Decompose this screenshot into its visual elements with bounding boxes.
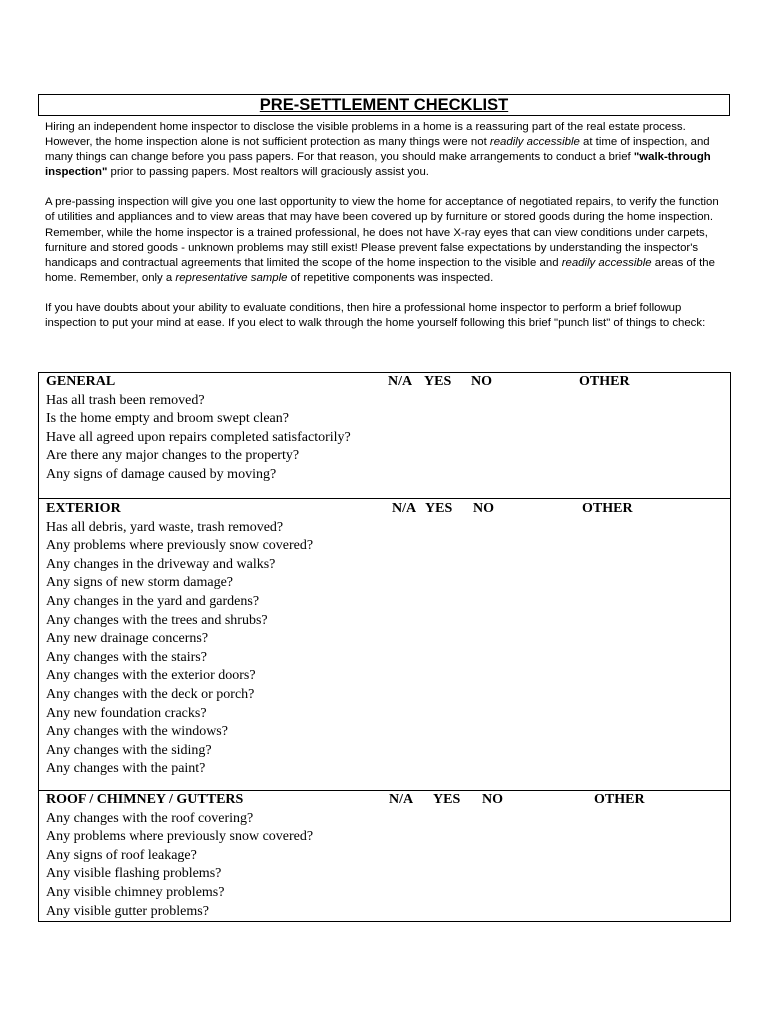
intro-paragraph-2 xyxy=(45,195,725,286)
checklist-item: Any changes with the exterior doors? xyxy=(46,668,256,684)
checklist-item: Has all trash been removed? xyxy=(46,392,205,408)
column-na: N/A xyxy=(389,792,414,807)
checklist-item: Any signs of roof leakage? xyxy=(46,847,197,863)
section-heading: EXTERIOR xyxy=(46,501,121,516)
checklist-item: Any problems where previously snow covered? xyxy=(46,829,314,845)
checklist-item: Any new drainage concerns? xyxy=(46,631,209,647)
section-general-header xyxy=(39,373,730,392)
column-na: N/A xyxy=(392,501,417,516)
intro-p1-bold: "walk-through inspection" xyxy=(45,151,711,179)
checklist-item: Any signs of damage caused by moving? xyxy=(46,466,277,482)
checklist-item: Any changes in the yard and gardens? xyxy=(46,593,260,609)
column-other: OTHER xyxy=(579,374,630,389)
section-roof-header xyxy=(39,791,730,810)
column-no: NO xyxy=(471,374,492,389)
page-title: PRE-SETTLEMENT CHECKLIST xyxy=(38,94,730,116)
intro-paragraph-3: If you have doubts about your ability to evaluate conditions, then hire a professional home inspector to perform a brief followup inspection to put your mind at ease. If you elect to walk through the home yourself following this brief "punch list" of things to check: xyxy=(45,301,706,330)
section-heading: ROOF / CHIMNEY / GUTTERS xyxy=(46,792,244,807)
intro-paragraph-1 xyxy=(45,120,725,180)
column-yes: YES xyxy=(433,792,461,807)
checklist-item: Any changes with the paint? xyxy=(46,761,206,777)
checklist-item: Have all agreed upon repairs completed satisfactorily? xyxy=(46,429,351,445)
column-yes: YES xyxy=(425,501,453,516)
intro-p2-part-e: of repetitive components was inspected. xyxy=(287,271,494,284)
column-yes: YES xyxy=(424,374,452,389)
column-other: OTHER xyxy=(582,501,633,516)
column-na: N/A xyxy=(388,374,413,389)
intro-p2-part-c: areas of the home. Remember, only a xyxy=(45,256,715,284)
intro-p2-part-a: A pre-passing inspection will give you one last opportunity to view the home for acceptance of negotiated repairs, to verify the function of utilities and appliances and to view areas that may have been covered up by furniture or stored goods during the home inspection. Remember, while the home inspector is a trained professional, he does not have X-ray eyes that can view conditions under carpets, furniture and stored goods - unknown problems may still exist! Please prevent false expectations by understanding the inspector's handicaps and contractual agreements that limited the scope of the home inspection to the visible and xyxy=(45,196,719,269)
checklist-table xyxy=(38,372,731,922)
checklist-item: Any changes in the driveway and walks? xyxy=(46,556,276,572)
intro-p1-part-c: at time of inspection, and many things can change before you pass papers. For that reason, you should make arrangements to conduct a brief xyxy=(45,136,710,164)
checklist-item: Any changes with the trees and shrubs? xyxy=(46,612,268,628)
checklist-item: Any visible gutter problems? xyxy=(46,903,209,919)
checklist-item: Are there any major changes to the property? xyxy=(46,448,300,464)
checklist-item: Any changes with the windows? xyxy=(46,724,228,740)
intro-p1-part-e: prior to passing papers. Most realtors will graciously assist you. xyxy=(107,166,429,179)
section-general xyxy=(39,373,730,485)
section-exterior-header xyxy=(39,500,730,519)
intro-p1-emphasis: readily accessible xyxy=(489,136,580,149)
section-exterior xyxy=(39,500,730,779)
checklist-item: Any changes with the stairs? xyxy=(46,649,207,665)
checklist-item: Any changes with the deck or porch? xyxy=(46,686,255,702)
checklist-item: Any changes with the roof covering? xyxy=(46,810,254,826)
checklist-item: Is the home empty and broom swept clean? xyxy=(46,411,289,427)
column-no: NO xyxy=(473,501,494,516)
intro-p2-emphasis-2: representative sample xyxy=(175,271,288,284)
checklist-item: Has all debris, yard waste, trash removed? xyxy=(46,519,284,535)
section-roof xyxy=(39,791,730,921)
column-other: OTHER xyxy=(594,792,645,807)
checklist-item: Any visible flashing problems? xyxy=(46,866,222,882)
checklist-item: Any changes with the siding? xyxy=(46,742,212,758)
checklist-item: Any problems where previously snow covered? xyxy=(46,538,314,554)
intro-p2-emphasis-1: readily accessible xyxy=(561,256,652,269)
section-divider xyxy=(39,498,730,499)
section-heading: GENERAL xyxy=(46,374,116,389)
intro-p1-part-a: Hiring an independent home inspector to disclose the visible problems in a home is a reassuring part of the real estate process. However, the home inspection alone is not sufficient protection as many things were not xyxy=(45,121,686,149)
checklist-item: Any signs of new storm damage? xyxy=(46,575,234,591)
column-no: NO xyxy=(482,792,503,807)
checklist-item: Any new foundation cracks? xyxy=(46,705,207,721)
intro-text xyxy=(45,120,725,346)
checklist-item: Any visible chimney problems? xyxy=(46,884,225,900)
